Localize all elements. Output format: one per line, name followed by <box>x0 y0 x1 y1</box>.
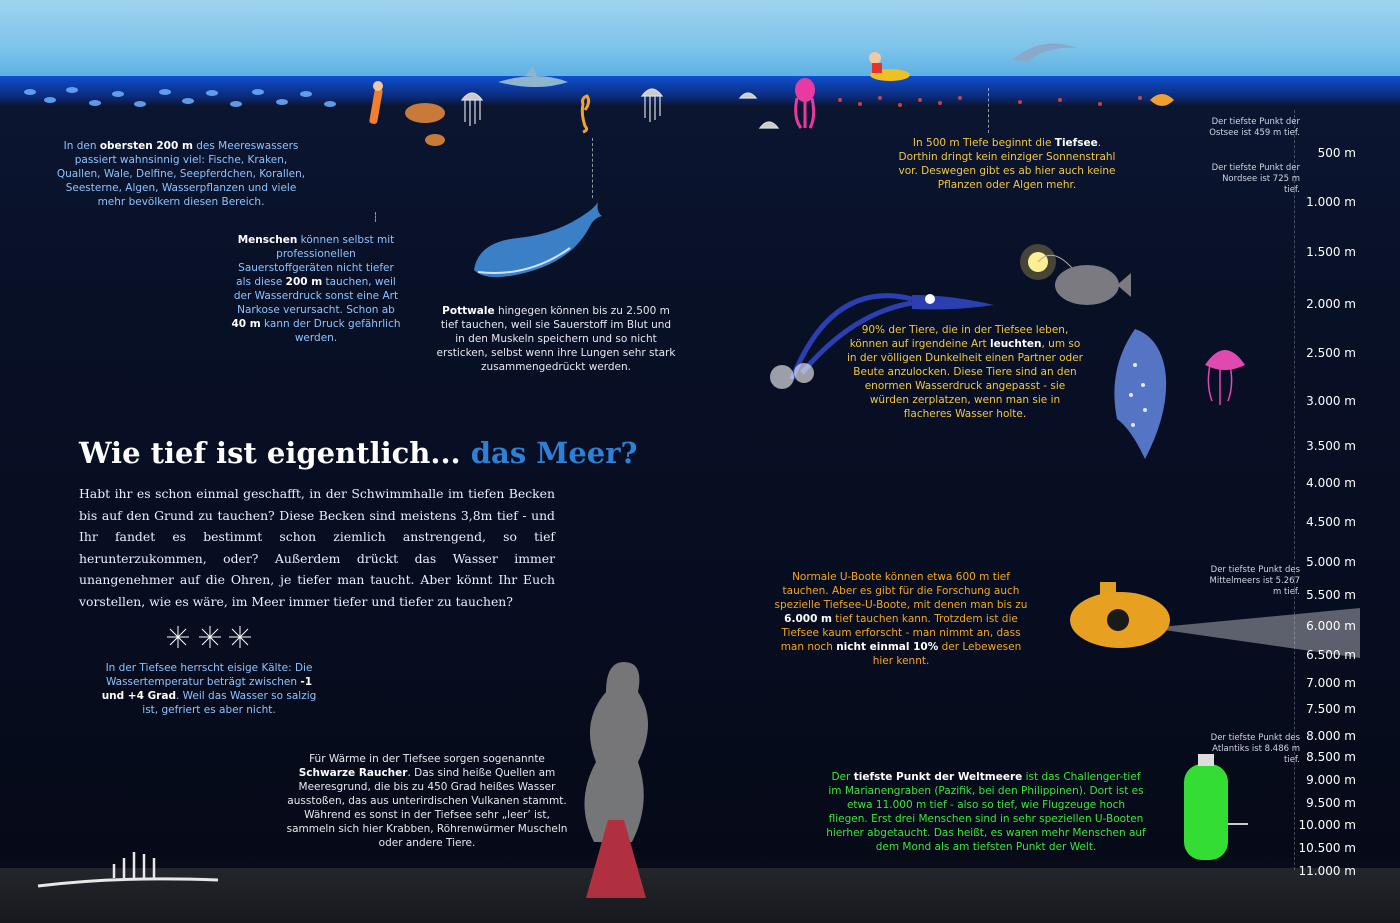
depth-label: 10.000 m <box>1298 818 1356 832</box>
snowflake-icon <box>167 626 189 648</box>
depth-label: 6.500 m <box>1306 648 1356 662</box>
page-title <box>79 436 638 470</box>
note-deepest-point: Der tiefste Punkt der Weltmeere ist das Challenger-tief im Marianengraben (Pazifik, bei den Philippinen). Dort ist es etwa 11.000 m tief - also so tief, wie Flugzeuge hoch fliegen. Erst drei Menschen sind in sehr speziellen U-Booten hierher abgetaucht. Das heißt, es waren mehr Menschen auf dem Mond als am tiefsten Punkt der Welt. <box>826 771 1146 853</box>
glowing-squid-icon <box>1095 325 1245 465</box>
surface-illustrations <box>0 0 1400 150</box>
depth-line-200m <box>375 212 376 222</box>
depth-line-whale <box>592 138 593 198</box>
depth-line-deepsea <box>988 88 989 133</box>
depth-label: 3.000 m <box>1306 394 1356 408</box>
sea-note-mediterranean: Der tiefste Punkt des Mittelmeers ist 5.267 m tief. <box>1209 565 1300 597</box>
depth-label: 1.000 m <box>1306 195 1356 209</box>
dolphin-icon <box>1012 44 1077 62</box>
depth-label: 8.000 m <box>1306 729 1356 743</box>
seahorse-icon <box>582 96 588 132</box>
note-submarine: Normale U-Boote können etwa 600 m tief tauchen. Aber es gibt für die Forschung auch spezielle Tiefsee-U-Boote, mit denen man bis zu 6.000 m tief tauchen kann. Trotzdem ist die Tiefsee kaum erforscht - man nimmt an, dass man noch nicht einmal 10% der Lebewesen hier kennt. <box>774 571 1028 667</box>
note-humans: Menschen können selbst mit professionellen Sauerstoffgeräten nicht tiefer als diese 200 m tauchen, weil der Wasserdruck sonst eine Art Narkose verursacht. Schon ab 40 m kann der Druck gefährlich werden. <box>231 234 401 344</box>
depth-label: 1.500 m <box>1306 245 1356 259</box>
depth-label: 7.000 m <box>1306 676 1356 690</box>
snowflakes-icon <box>160 622 260 652</box>
sea-note-atlantic: Der tiefste Punkt des Atlantiks ist 8.486 m tief. <box>1210 733 1300 765</box>
sperm-whale-icon <box>468 200 608 290</box>
coral-icon <box>838 96 1142 107</box>
depth-label: 10.500 m <box>1298 841 1356 855</box>
depth-label: 5.500 m <box>1306 588 1356 602</box>
deep-sea-submarine-icon <box>1180 754 1250 864</box>
depth-label: 500 m <box>1317 146 1356 160</box>
turtle-icon <box>405 103 445 146</box>
intro-paragraph: Habt ihr es schon einmal geschafft, in der Schwimmhalle im tiefen Becken bis auf den Grund zu tauchen? Diese Becken sind meistens 3,8m tief - und Ihr fandet es bestimmt schon ziemlich anstrengend, so tief herunterzukommen, oder? Außerdem drückt das Wasser immer unangenehmer auf die Ohren, je tiefer man taucht. Aber könnt Ihr Euch vorstellen, wie es wäre, im Meer immer tiefer und tiefer zu tauchen? <box>79 486 555 609</box>
diver-icon <box>369 81 383 124</box>
depth-label: 3.500 m <box>1306 439 1356 453</box>
depth-label: 6.000 m <box>1306 619 1356 633</box>
depth-label: 4.500 m <box>1306 515 1356 529</box>
note-black-smokers: Für Wärme in der Tiefsee sorgen sogenannte Schwarze Raucher. Das sind heiße Quellen am Meeresgrund, die bis zu 450 Grad heißes Wasser ausstoßen, das aus unterirdischen Vulkanen stammt. Während es sonst in der Tiefsee sehr „leer’ ist, sammeln sich hier Krabben, Röhrenwürmer Muscheln oder andere Tiere. <box>286 753 568 849</box>
depth-label: 9.000 m <box>1306 773 1356 787</box>
title-text: Wie tief ist eigentlich... <box>79 436 461 470</box>
depth-label: 11.000 m <box>1298 864 1356 878</box>
depth-label: 7.500 m <box>1306 702 1356 716</box>
note-cold: In der Tiefsee herrscht eisige Kälte: Die Wassertemperatur beträgt zwischen -1 und +4 Grad. Weil das Wasser so salzig ist, gefriert es aber nicht. <box>101 662 317 716</box>
tropical-fish-icon <box>1150 94 1174 106</box>
depth-label: 2.000 m <box>1306 297 1356 311</box>
snowflake-icon <box>199 626 221 648</box>
whale-skeleton-icon <box>34 838 234 898</box>
title-accent: das Meer? <box>470 436 638 470</box>
note-sperm-whale: Pottwale hingegen können bis zu 2.500 m tief tauchen, weil sie Sauerstoff im Blut und in den Muskeln speichern und so nicht ersticken, selbst wenn ihre Lungen sehr stark zusammengedrückt werden. <box>436 305 676 373</box>
fish-school-icon <box>24 87 336 107</box>
sea-note-baltic: Der tiefste Punkt der Ostsee ist 459 m tief. <box>1209 117 1300 138</box>
snowflake-icon <box>229 626 251 648</box>
depth-label: 9.500 m <box>1306 796 1356 810</box>
anglerfish-icon <box>1022 240 1132 310</box>
depth-label: 5.000 m <box>1306 555 1356 569</box>
black-smoker-icon <box>572 652 672 902</box>
sea-note-north-sea: Der tiefste Punkt der Nordsee ist 725 m tief. <box>1211 163 1300 195</box>
note-deep-sea: In 500 m Tiefe beginnt die Tiefsee. Dorthin dringt kein einziger Sonnenstrahl vor. Deswegen gibt es ab hier auch keine Pflanzen oder Algen mehr. <box>898 137 1116 191</box>
note-bioluminescence: 90% der Tiere, die in der Tiefsee leben, können auf irgendeine Art leuchten, um so in der völligen Dunkelheit einen Partner oder Beute anzulocken. Diese Tiere sind an den enormen Wasserdruck angepasst - sie würden zerplatzen, wenn man sie in flacheres Wasser holte. <box>846 324 1083 420</box>
octopus-icon <box>795 78 815 128</box>
jellyfish-icon <box>462 89 778 128</box>
note-top-200m: In den obersten 200 m des Meereswassers passiert wahnsinnig viel: Fische, Kraken, Quallen, Wale, Delfine, Seepferdchen, Korallen, Seesterne, Algen, Wasserpflanzen und viele mehr bevölkern diesen Bereich. <box>56 140 306 208</box>
shark-icon <box>498 66 568 87</box>
depth-label: 4.000 m <box>1306 476 1356 490</box>
depth-label: 8.500 m <box>1306 750 1356 764</box>
depth-label: 2.500 m <box>1306 346 1356 360</box>
swimmer-icon <box>869 52 910 81</box>
